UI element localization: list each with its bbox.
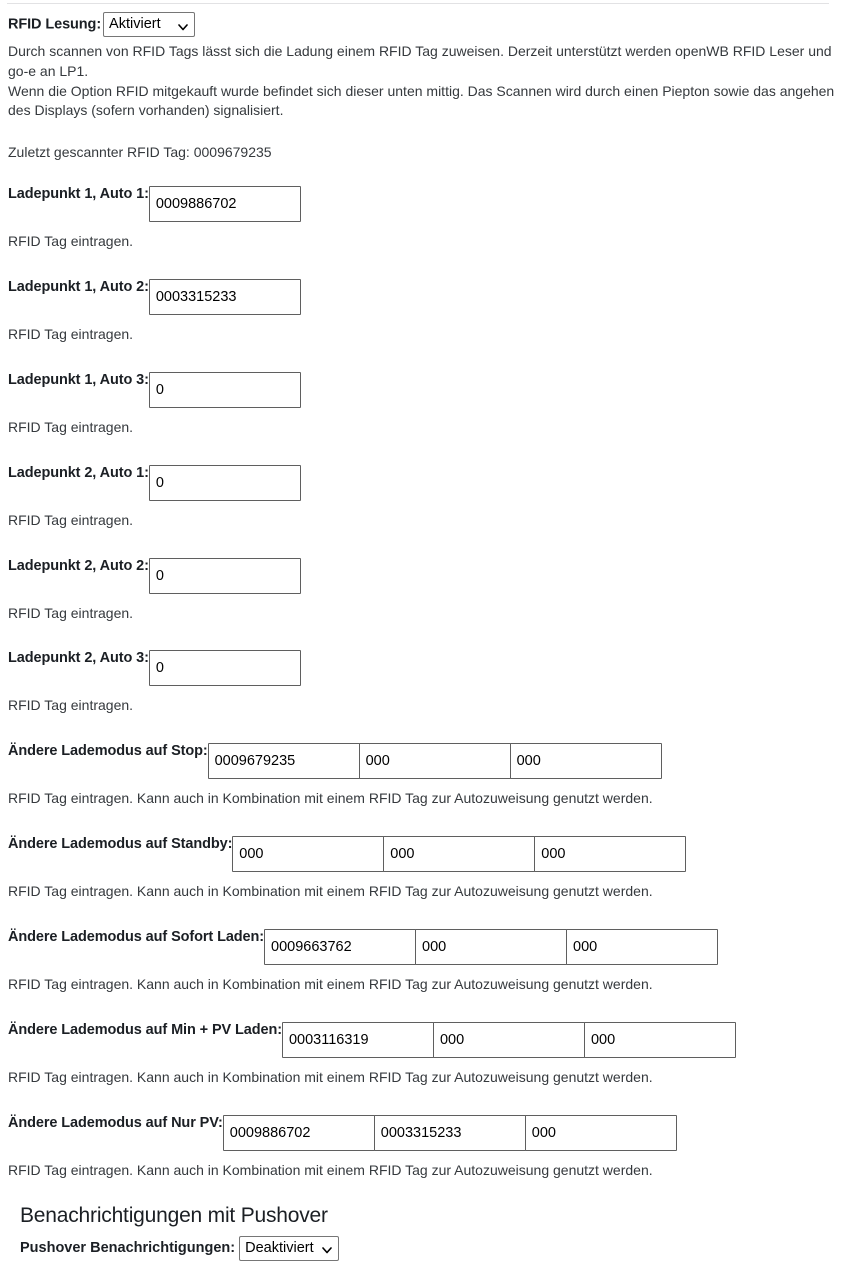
mode-field-help: RFID Tag eintragen. Kann auch in Kombination mit einem RFID Tag zur Autozuweisung genutzt werden. [8, 883, 653, 900]
pushover-label: Pushover Benachrichtigungen: [20, 1240, 236, 1257]
mode-field-input-2[interactable] [415, 929, 567, 965]
mode-field-label: Ändere Lademodus auf Standby: [8, 836, 233, 853]
car-field-input[interactable] [149, 279, 301, 315]
mode-field-inputs [223, 1115, 677, 1151]
mode-field-input-3[interactable] [525, 1115, 677, 1151]
mode-field-input-2[interactable] [433, 1022, 585, 1058]
car-field-label: Ladepunkt 1, Auto 3: [8, 371, 149, 388]
car-field-input[interactable] [149, 372, 301, 408]
rfid-reading-select[interactable] [103, 12, 195, 37]
pushover-row [4, 1236, 852, 1261]
car-field-label: Ladepunkt 1, Auto 1: [8, 185, 149, 202]
car-field-row [8, 650, 852, 686]
car-field-label: Ladepunkt 1, Auto 2: [8, 278, 149, 295]
mode-field-label: Ändere Lademodus auf Nur PV: [8, 1114, 223, 1131]
pushover-select-value: Deaktiviert [245, 1239, 314, 1256]
mode-field-help: RFID Tag eintragen. Kann auch in Kombination mit einem RFID Tag zur Autozuweisung genutzt werden. [8, 790, 653, 807]
mode-field-input-2[interactable] [383, 836, 535, 872]
car-field-label: Ladepunkt 2, Auto 3: [8, 650, 149, 667]
car-field-row [8, 279, 852, 315]
mode-field-inputs [208, 743, 662, 779]
rfid-reading-row [8, 12, 852, 37]
mode-field-help: RFID Tag eintragen. Kann auch in Kombination mit einem RFID Tag zur Autozuweisung genutzt werden. [8, 1161, 653, 1178]
car-field-help: RFID Tag eintragen. [8, 511, 134, 528]
mode-field-inputs [264, 929, 718, 965]
car-field-help: RFID Tag eintragen. [8, 697, 134, 714]
car-field-row [8, 558, 852, 594]
mode-field-row [8, 1115, 852, 1151]
mode-field-input-3[interactable] [534, 836, 686, 872]
car-field-help: RFID Tag eintragen. [8, 604, 134, 621]
mode-field-row [8, 1022, 852, 1058]
car-fields-list [4, 186, 852, 715]
mode-field-help: RFID Tag eintragen. Kann auch in Kombination mit einem RFID Tag zur Autozuweisung genutzt werden. [8, 1068, 653, 1085]
pushover-select[interactable] [239, 1236, 339, 1261]
rfid-intro-line-1: Durch scannen von RFID Tags lässt sich die Ladung einem RFID Tag zuweisen. Derzeit unterstützt werden openWB RFID Leser und go-e an LP1. [8, 43, 832, 79]
rfid-intro-line-2: Wenn die Option RFID mitgekauft wurde befindet sich dieser unten mittig. Das Scannen wird durch einen Piepton sowie das angehen des Displays (sofern vorhanden) signalisiert. [8, 83, 835, 119]
mode-field-input-3[interactable] [584, 1022, 736, 1058]
mode-field-input-1[interactable] [208, 743, 360, 779]
chevron-down-icon [178, 20, 188, 30]
mode-field-inputs [232, 836, 686, 872]
mode-field-input-2[interactable] [374, 1115, 526, 1151]
car-field-row [8, 186, 852, 222]
mode-fields-list [4, 743, 852, 1179]
mode-field-input-1[interactable] [282, 1022, 434, 1058]
rfid-reading-label: RFID Lesung: [8, 16, 102, 33]
mode-field-input-3[interactable] [566, 929, 718, 965]
mode-field-input-3[interactable] [510, 743, 662, 779]
car-field-help: RFID Tag eintragen. [8, 418, 134, 435]
car-field-label: Ladepunkt 2, Auto 1: [8, 464, 149, 481]
mode-field-input-1[interactable] [232, 836, 384, 872]
chevron-down-icon [322, 1243, 332, 1253]
mode-field-input-2[interactable] [359, 743, 511, 779]
car-field-label: Ladepunkt 2, Auto 2: [8, 557, 149, 574]
car-field-help: RFID Tag eintragen. [8, 232, 134, 249]
section-divider [7, 3, 829, 4]
car-field-input[interactable] [149, 465, 301, 501]
mode-field-row [8, 836, 852, 872]
car-field-row [8, 372, 852, 408]
mode-field-label: Ändere Lademodus auf Stop: [8, 743, 208, 760]
mode-field-input-1[interactable] [264, 929, 416, 965]
settings-page [0, 3, 856, 1257]
car-field-row [8, 465, 852, 501]
mode-field-inputs [282, 1022, 736, 1058]
last-scanned-tag: Zuletzt gescannter RFID Tag: 0009679235 [8, 143, 272, 160]
car-field-input[interactable] [149, 650, 301, 686]
car-field-input[interactable] [149, 186, 301, 222]
mode-field-input-1[interactable] [223, 1115, 375, 1151]
mode-field-row [8, 929, 852, 965]
mode-field-row [8, 743, 852, 779]
rfid-reading-select-value: Aktiviert [109, 16, 161, 32]
pushover-heading: Benachrichtigungen mit Pushover [20, 1203, 328, 1227]
car-field-input[interactable] [149, 558, 301, 594]
mode-field-label: Ändere Lademodus auf Sofort Laden: [8, 929, 265, 946]
mode-field-help: RFID Tag eintragen. Kann auch in Kombination mit einem RFID Tag zur Autozuweisung genutzt werden. [8, 976, 653, 993]
mode-field-label: Ändere Lademodus auf Min + PV Laden: [8, 1021, 282, 1038]
car-field-help: RFID Tag eintragen. [8, 325, 134, 342]
